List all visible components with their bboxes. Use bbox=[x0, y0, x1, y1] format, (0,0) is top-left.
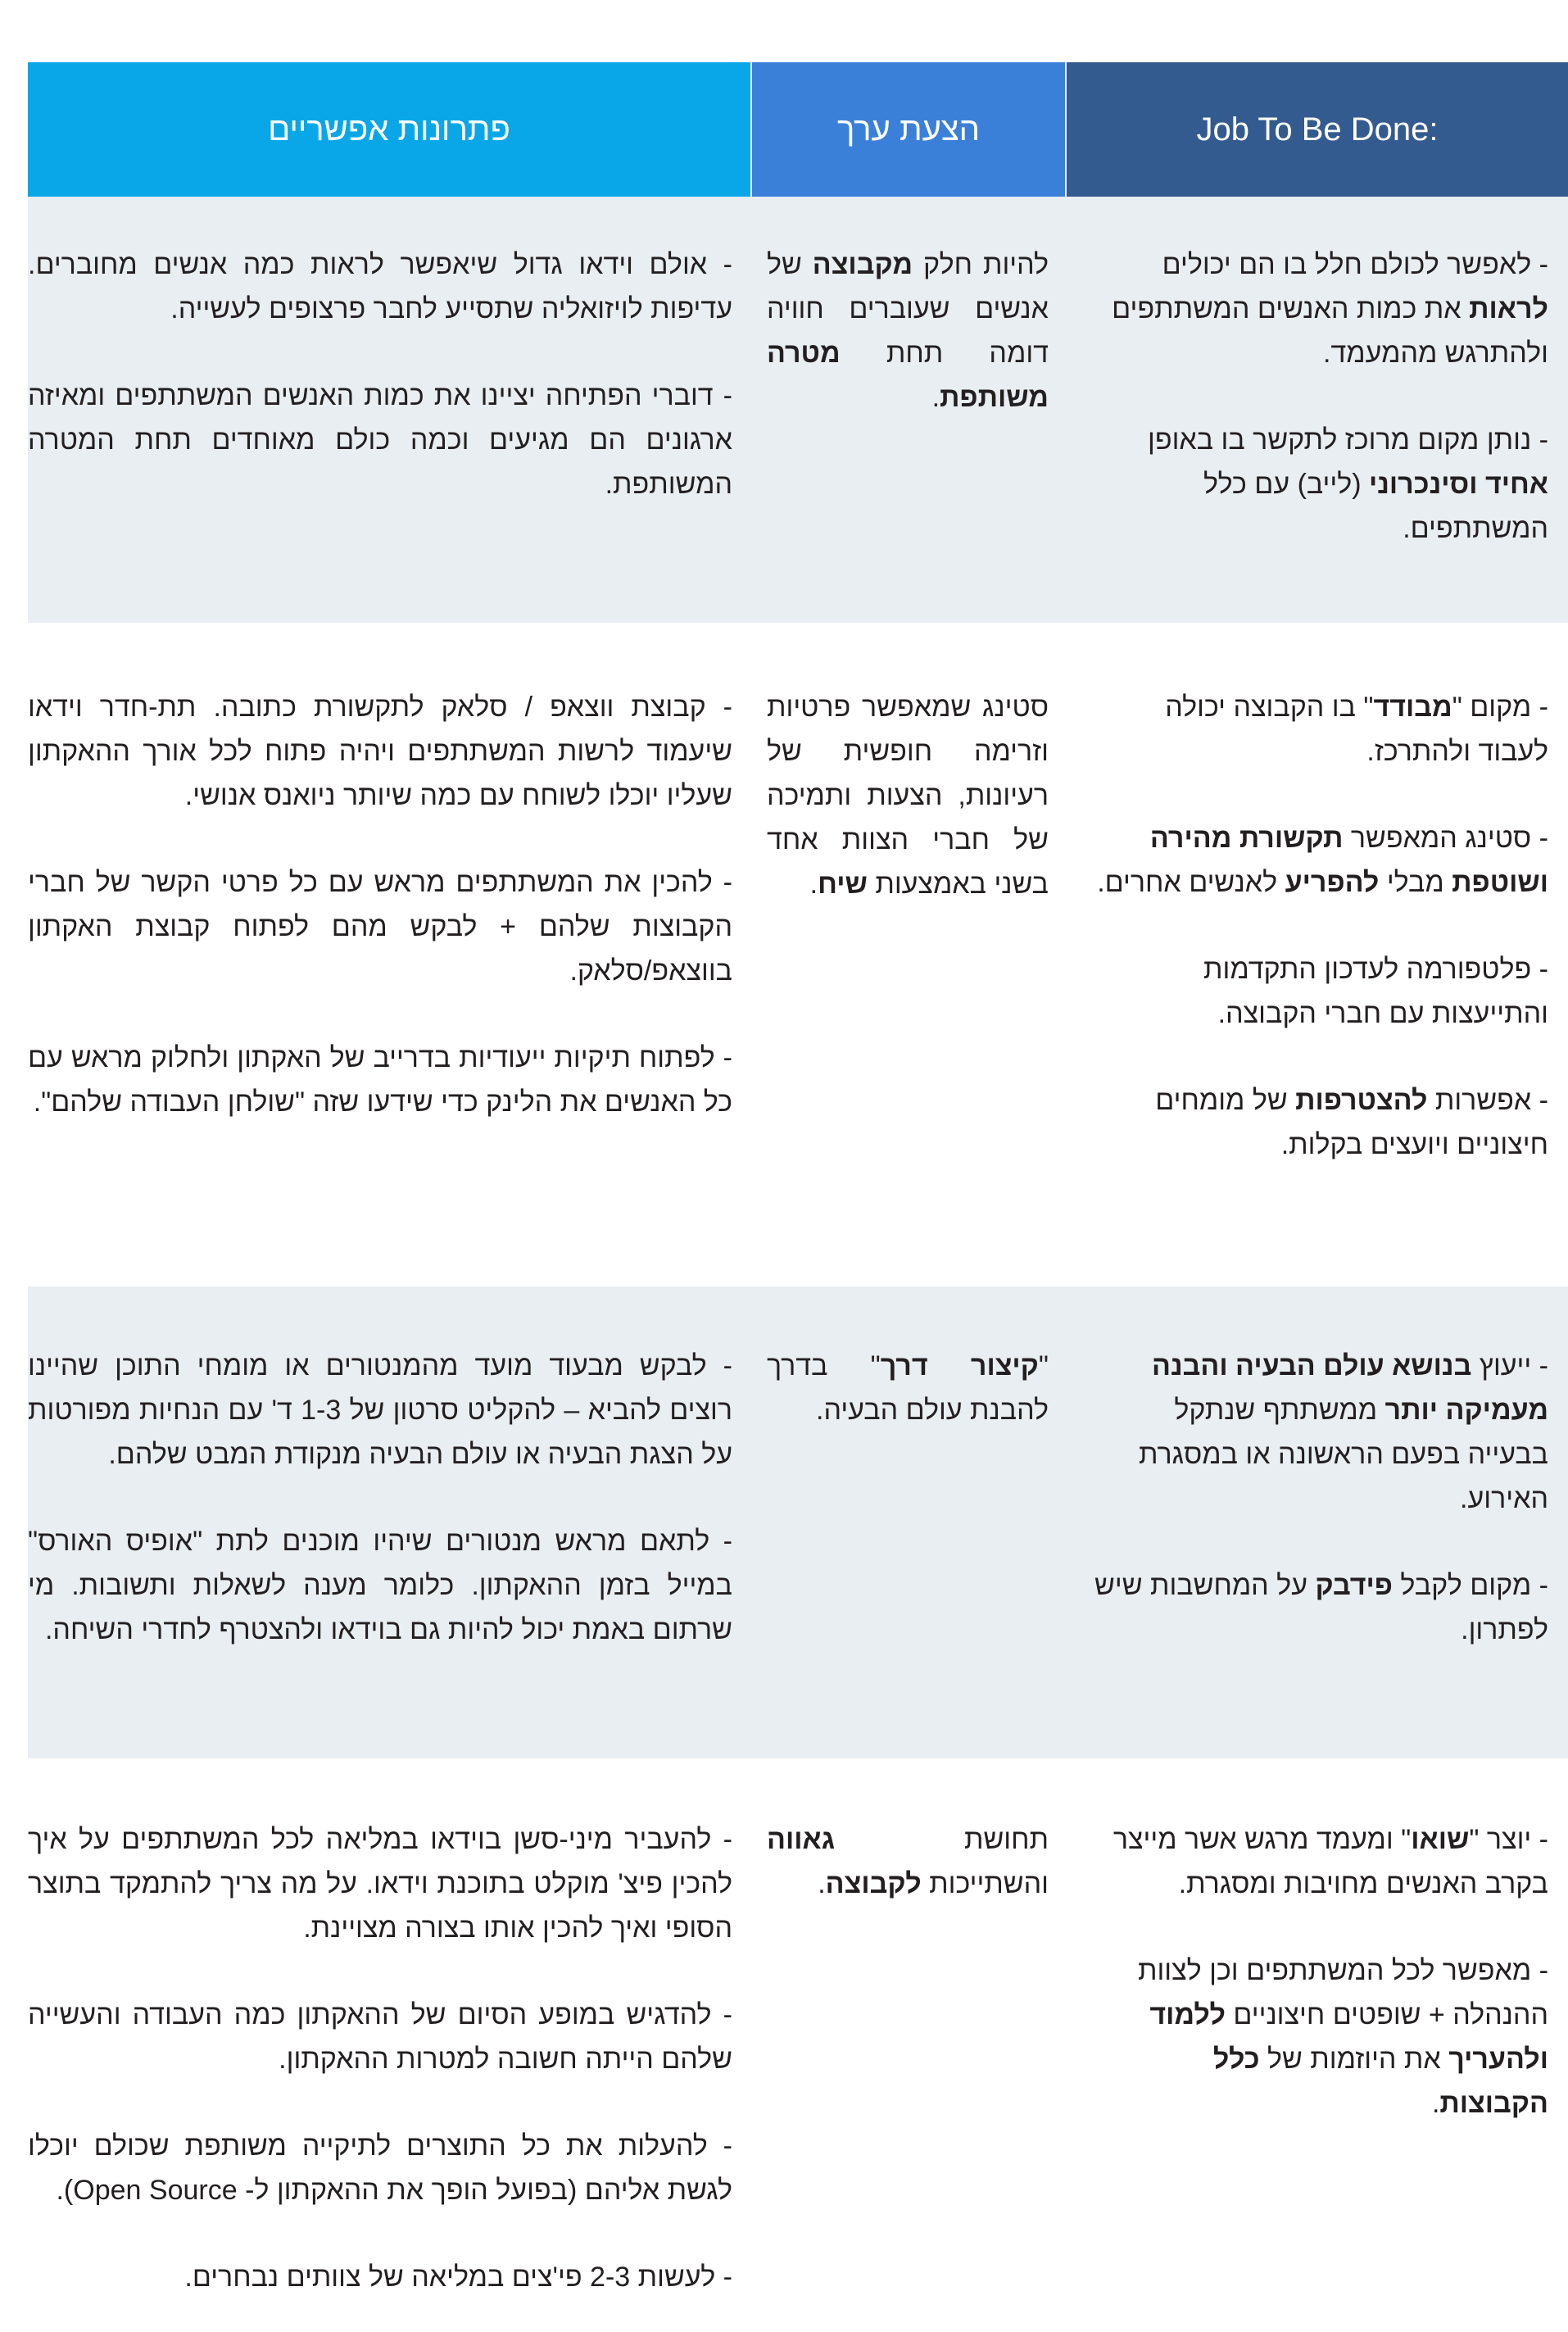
solutions-cell bbox=[28, 197, 750, 623]
job-cell bbox=[1067, 623, 1568, 1286]
job-item: - מאפשר לכל המשתתפים וכן לצוות ההנהלה + שופטים חיצוניים ללמוד ולהעריך את היוזמות של כלל הקבוצות. bbox=[1137, 1955, 1548, 2119]
value-text: תחושת גאווה והשתייכות לקבוצה. bbox=[767, 1824, 1049, 1899]
solution-item: - להעלות את כל התוצרים לתיקייה משותפת שכולם יוכלו לגשת אליהם (בפועל הופך את ההאקתון ל- Open Source). bbox=[28, 2130, 732, 2206]
job-item: - סטינג המאפשר תקשורת מהירה ושוטפת מבלי להפריע לאנשים אחרים. bbox=[1097, 823, 1548, 898]
job-item: - פלטפורמה לעדכון התקדמות והתייעצות עם חברי הקבוצה. bbox=[1203, 954, 1548, 1029]
value-cell bbox=[750, 197, 1067, 623]
solutions-cell bbox=[28, 1286, 750, 1758]
header-job-to-be-done: Job To Be Done: bbox=[1067, 62, 1568, 197]
solution-item: - לבקש מבעוד מועד מהמנטורים או מומחי התוכן שהיינו רוצים להביא – להקליט סרטון של 1-3 ד' עם הנחיות מפורטות על הצגת הבעיה או עולם הבעיה מנקודת המבט שלהם. bbox=[28, 1350, 732, 1470]
solution-item: - דוברי הפתיחה יציינו את כמות האנשים המשתתפים ומאיזה ארגונים הם מגיעים וכמה כולם מאוחדים תחת המטרה המשותפת. bbox=[28, 380, 732, 500]
job-item: - נותן מקום מרוכז לתקשר בו באופן אחיד וסינכרוני (לייב) עם כלל המשתתפים. bbox=[1148, 424, 1548, 544]
job-item: - לאפשר לכולם חלל בו הם יכולים לראות את כמות האנשים המשתתפים ולהתרגש מהמעמד. bbox=[1112, 249, 1548, 369]
job-item: - אפשרות להצטרפות של מומחים חיצוניים ויועצים בקלות. bbox=[1155, 1085, 1548, 1160]
job-item: - מקום לקבל פידבק על המחשבות שיש לפתרון. bbox=[1094, 1570, 1548, 1645]
job-item: - יוצר "שואו" ומעמד מרגש אשר מייצר בקרב האנשים מחויבות ומסגרת. bbox=[1113, 1824, 1548, 1899]
value-text: סטינג שמאפשר פרטיות וזרימה חופשית של רעיונות, הצעות ותמיכה של חברי הצוות אחד בשני באמצעות שיח. bbox=[767, 692, 1049, 900]
solution-item: - לתאם מראש מנטורים שיהיו מוכנים לתת "אופיס האורס" במייל בזמן ההאקתון. כלומר מענה לשאלות ותשובות. מי שרתום באמת יכול להיות גם בוידאו ולהצטרף לחדרי השיחה. bbox=[28, 1526, 732, 1645]
solution-item: - להדגיש במופע הסיום של ההאקתון כמה העבודה והעשייה שלהם הייתה חשובה למטרות ההאקתון. bbox=[28, 1999, 732, 2075]
value-cell bbox=[750, 1758, 1067, 2332]
job-cell bbox=[1067, 197, 1568, 623]
table-row bbox=[28, 623, 1568, 1286]
solution-item: - להעביר מיני-סשן בוידאו במליאה לכל המשתתפים על איך להכין פיצ' מוקלט בתוכנת וידאו. על מה צריך להתמקד בתוצר הסופי ואיך להכין אותו בצורה מצויינת. bbox=[28, 1824, 732, 1944]
table-row bbox=[28, 1286, 1568, 1758]
solution-item: - להכין את המשתתפים מראש עם כל פרטי הקשר של חברי הקבוצות שלהם + לבקש מהם לפתוח קבוצת האקתון בווצאפ/סלאק. bbox=[28, 867, 732, 987]
solution-item: - קבוצת ווצאפ / סלאק לתקשורת כתובה. תת-חדר וידאו שיעמוד לרשות המשתתפים ויהיה פתוח לכל אורך ההאקתון שעליו יוכלו לשוחח עם כמה שיותר ניואנס אנושי. bbox=[28, 692, 732, 811]
value-cell bbox=[750, 623, 1067, 1286]
value-text: להיות חלק מקבוצה של אנשים שעוברים חוויה דומה תחת מטרה משותפת. bbox=[767, 249, 1049, 413]
table-row bbox=[28, 197, 1568, 623]
header-possible-solutions: פתרונות אפשריים bbox=[28, 62, 750, 197]
solution-item: - לעשות 2-3 פי'צים במליאה של צוותים נבחרים. bbox=[184, 2262, 732, 2293]
solution-item: - אולם וידאו גדול שיאפשר לראות כמה אנשים מחוברים. עדיפות לויזואליה שתסייע לחבר פרצופים לעשייה. bbox=[28, 249, 732, 324]
table-row bbox=[28, 1758, 1568, 2332]
solutions-cell bbox=[28, 623, 750, 1286]
table-header bbox=[28, 62, 1568, 197]
value-cell bbox=[750, 1286, 1067, 1758]
job-item: - ייעוץ בנושא עולם הבעיה והבנה מעמיקה יותר ממשתתף שנתקל בבעייה בפעם הראשונה או במסגרת האירוע. bbox=[1138, 1350, 1548, 1514]
job-cell bbox=[1067, 1286, 1568, 1758]
job-item: - מקום "מבודד" בו הקבוצה יכולה לעבוד ולהתרכז. bbox=[1165, 692, 1548, 767]
value-text: "קיצור דרך" בדרך להבנת עולם הבעיה. bbox=[767, 1350, 1049, 1426]
job-cell bbox=[1067, 1758, 1568, 2332]
solution-item: - לפתוח תיקיות ייעודיות בדרייב של האקתון ולחלוק מראש עם כל האנשים את הלינק כדי שידעו שזה "שולחן העבודה שלהם". bbox=[28, 1042, 732, 1118]
solutions-cell bbox=[28, 1758, 750, 2332]
header-value-proposition: הצעת ערך bbox=[750, 62, 1067, 197]
jtbd-table bbox=[28, 62, 1568, 2332]
